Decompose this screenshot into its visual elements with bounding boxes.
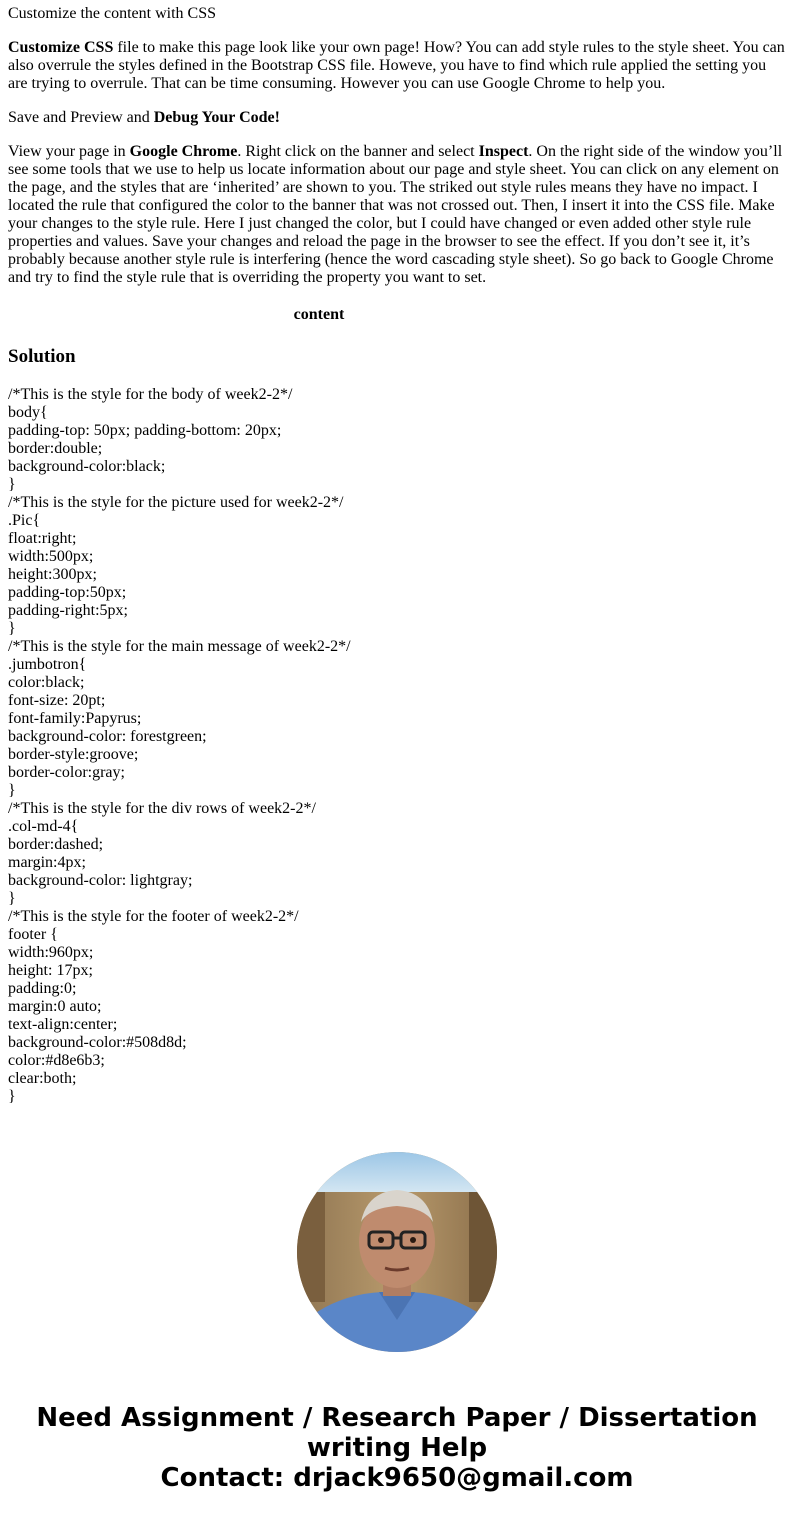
debug-bold: Debug Your Code! — [153, 109, 280, 126]
code-line: height: 17px; — [8, 962, 93, 979]
code-line: /*This is the style for the body of week2-2*/ — [8, 386, 293, 403]
code-line: .Pic{ — [8, 512, 41, 529]
code-line: background-color:black; — [8, 458, 166, 475]
code-line: /*This is the style for the main message of week2-2*/ — [8, 638, 351, 655]
google-chrome-bold: Google Chrome — [129, 143, 238, 160]
page-title: Customize the content with CSS — [8, 5, 216, 22]
code-line: } — [8, 782, 16, 799]
code-line: border:double; — [8, 440, 103, 457]
code-line: background-color: lightgray; — [8, 872, 193, 889]
code-line: padding-right:5px; — [8, 602, 128, 619]
code-line: } — [8, 620, 16, 637]
intro-text: file to make this page look like your own page! How? You can add style rules to the style sheet. You can also overrule the styles defined in the Bootstrap CSS file. Howeve, you have to find which rule applied the setting you are trying to overrule. That can be time consuming. However you can use Google Chrome to help you. — [8, 39, 785, 92]
code-line: } — [8, 1088, 16, 1105]
code-line: padding-top:50px; — [8, 584, 127, 601]
view-text-3: . On the right side of the window you’ll see some tools that we use to help us locate information about our page and style sheet. You can click on any element on the page, and the styles that are ‘inherited’ are shown to you. The striked out style rules means they have no impact. I located the rule that configured the color to the banner that was not crossed out. Then, I insert it into the CSS file. Make your changes to the style rule. Here I just changed the color, but I could have changed or even added other style rule properties and values. Save your changes and reload the page in the browser to see the effect. If you don’t see it, it’s probably because another style rule is interfering (hence the word cascading style sheet). So go back to Google Chrome and try to find the style rule that is overriding the property you want to set. — [8, 143, 783, 286]
code-line: font-family:Papyrus; — [8, 710, 142, 727]
code-line: text-align:center; — [8, 1016, 118, 1033]
author-photo — [297, 1152, 497, 1352]
inspect-bold: Inspect — [478, 143, 529, 160]
solution-heading: Solution — [8, 346, 76, 367]
code-line: background-color:#508d8d; — [8, 1034, 187, 1051]
code-line: /*This is the style for the footer of week2-2*/ — [8, 908, 299, 925]
code-line: color:#d8e6b3; — [8, 1052, 105, 1069]
code-line: clear:both; — [8, 1070, 77, 1087]
css-code-block — [8, 386, 351, 1106]
code-line: border:dashed; — [8, 836, 104, 853]
content-label: content — [293, 306, 345, 323]
code-line: padding-top: 50px; padding-bottom: 20px; — [8, 422, 282, 439]
intro-bold: Customize CSS — [8, 39, 114, 56]
code-line: padding:0; — [8, 980, 77, 997]
intro-paragraph — [8, 39, 788, 93]
code-line: height:300px; — [8, 566, 97, 583]
code-line: color:black; — [8, 674, 85, 691]
view-text-1: View your page in — [8, 143, 130, 160]
code-line: float:right; — [8, 530, 77, 547]
code-line: margin:4px; — [8, 854, 86, 871]
view-text-2: . Right click on the banner and select — [237, 143, 479, 160]
code-line: .col-md-4{ — [8, 818, 79, 835]
code-line: font-size: 20pt; — [8, 692, 106, 709]
save-text: Save and Preview and — [8, 109, 154, 126]
code-line: footer { — [8, 926, 58, 943]
code-line: border-color:gray; — [8, 764, 125, 781]
save-preview-paragraph — [8, 109, 280, 127]
code-line: } — [8, 890, 16, 907]
contact-banner — [0, 1403, 794, 1493]
code-line: width:500px; — [8, 548, 94, 565]
code-line: .jumbotron{ — [8, 656, 87, 673]
cta-line-2: writing Help — [306, 1433, 488, 1463]
cta-line-3: Contact: drjack9650@gmail.com — [160, 1463, 634, 1493]
author-avatar — [297, 1152, 497, 1352]
cta-line-1: Need Assignment / Research Paper / Dissertation — [36, 1403, 758, 1433]
view-paragraph — [8, 143, 788, 287]
code-line: margin:0 auto; — [8, 998, 102, 1015]
code-line: /*This is the style for the picture used for week2-2*/ — [8, 494, 344, 511]
code-line: border-style:groove; — [8, 746, 139, 763]
code-line: background-color: forestgreen; — [8, 728, 207, 745]
code-line: } — [8, 476, 16, 493]
code-line: width:960px; — [8, 944, 94, 961]
code-line: /*This is the style for the div rows of week2-2*/ — [8, 800, 316, 817]
code-line: body{ — [8, 404, 48, 421]
